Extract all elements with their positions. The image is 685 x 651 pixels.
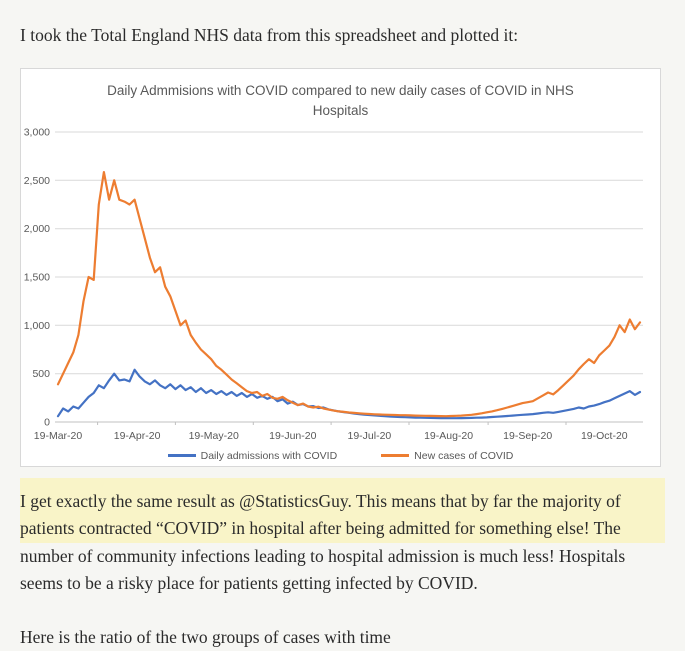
- svg-text:19-Jul-20: 19-Jul-20: [347, 429, 392, 442]
- closing-text: Here is the ratio of the two groups of cases with time: [20, 626, 391, 647]
- svg-text:1,000: 1,000: [23, 319, 50, 332]
- covid-chart-figure: [20, 68, 661, 467]
- svg-text:2,500: 2,500: [23, 174, 50, 187]
- legend-line-orange-icon: [381, 454, 409, 457]
- legend-item-admissions: [168, 450, 338, 462]
- legend-label-admissions: Daily admissions with COVID: [200, 449, 338, 462]
- legend-label-new-cases: New cases of COVID: [414, 449, 514, 462]
- svg-text:19-Aug-20: 19-Aug-20: [424, 429, 474, 442]
- chart-plot-area: [22, 124, 659, 449]
- chart-legend: [22, 450, 659, 462]
- svg-text:19-Oct-20: 19-Oct-20: [580, 429, 628, 442]
- svg-text:19-Apr-20: 19-Apr-20: [113, 429, 161, 442]
- analysis-paragraph: [20, 478, 665, 597]
- svg-text:1,500: 1,500: [23, 271, 50, 283]
- chart-title: Daily Admmisions with COVID compared to new daily cases of COVID in NHS Hospitals: [107, 83, 574, 119]
- svg-text:19-May-20: 19-May-20: [188, 429, 239, 442]
- svg-text:19-Jun-20: 19-Jun-20: [269, 429, 317, 442]
- svg-text:19-Sep-20: 19-Sep-20: [503, 429, 553, 442]
- svg-text:19-Mar-20: 19-Mar-20: [33, 429, 83, 442]
- intro-text: I took the Total England NHS data from this spreadsheet and plotted it:: [20, 25, 519, 45]
- highlighted-text: I get exactly the same result as @StatisticsGuy. This means that by far the majority of patients contracted “COVID” in hospital after being admitted for something else! The: [20, 478, 665, 543]
- svg-text:500: 500: [32, 367, 50, 380]
- legend-item-new-cases: [381, 450, 513, 462]
- svg-text:2,000: 2,000: [23, 222, 50, 235]
- svg-text:3,000: 3,000: [23, 126, 50, 138]
- svg-text:0: 0: [44, 416, 50, 428]
- legend-line-blue-icon: [168, 454, 196, 457]
- paragraph-rest: number of community infections leading to hospital admission is much less! Hospitals seems to be a risky place for patients getting infected by COVID.: [20, 545, 626, 593]
